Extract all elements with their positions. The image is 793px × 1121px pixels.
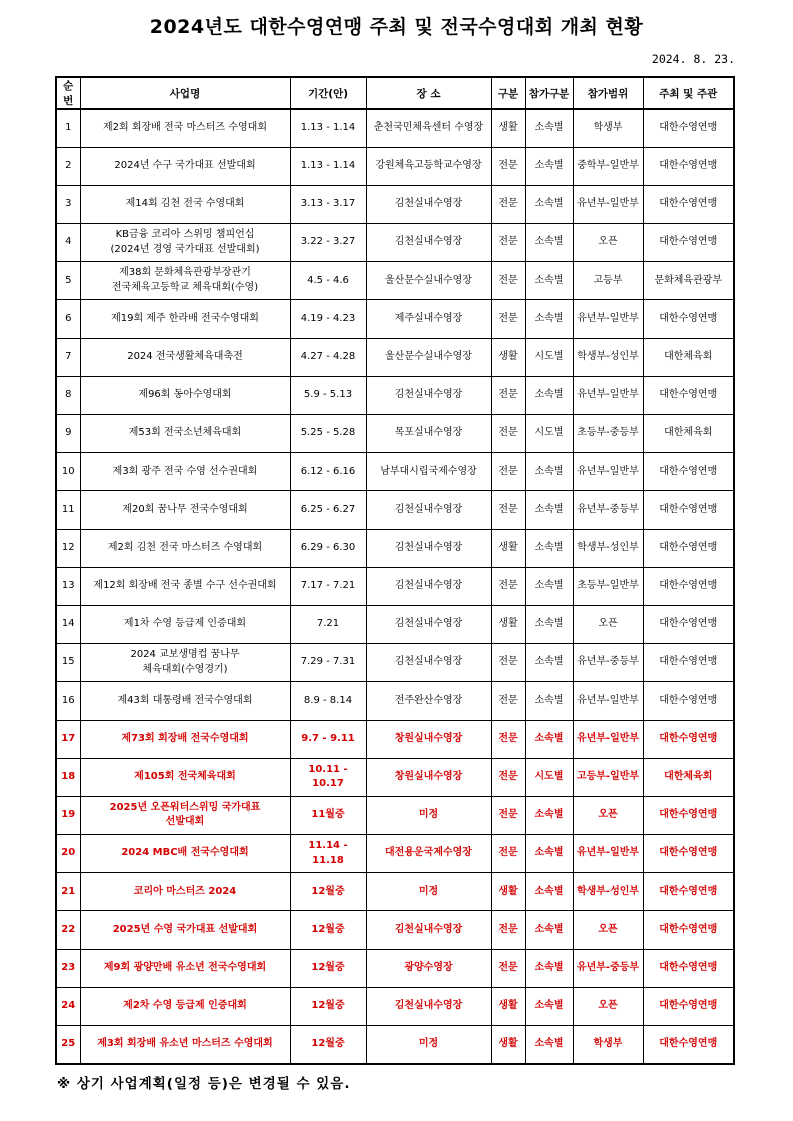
- entry-type: 소속별: [525, 109, 573, 147]
- page-title: 2024년도 대한수영연맹 주최 및 전국수영대회 개최 현황: [149, 16, 644, 38]
- table-row: [56, 185, 734, 223]
- event-host: 대한수영연맹: [643, 529, 734, 567]
- event-host: 대한수영연맹: [643, 987, 734, 1025]
- event-venue: 김천실내수영장: [366, 911, 491, 949]
- event-period: 12월중: [290, 1026, 366, 1064]
- entry-range: 학생부-성인부: [573, 873, 643, 911]
- entry-range: 학생부: [573, 109, 643, 147]
- event-name: 제96회 동아수영대회: [80, 376, 290, 414]
- event-period: 6.25 - 6.27: [290, 491, 366, 529]
- event-category: 전문: [491, 262, 525, 300]
- event-venue: 창원실내수영장: [366, 720, 491, 758]
- row-number: 18: [56, 758, 80, 796]
- schedule-table: [55, 76, 735, 1065]
- event-category: 생활: [491, 987, 525, 1025]
- table-row: [56, 1026, 734, 1064]
- event-venue: 강원체육고등학교수영장: [366, 147, 491, 185]
- event-name: 제105회 전국체육대회: [80, 758, 290, 796]
- event-name: 제12회 회장배 전국 종별 수구 선수권대회: [80, 567, 290, 605]
- event-period: 7.21: [290, 605, 366, 643]
- entry-type: 시도별: [525, 758, 573, 796]
- entry-type: 소속별: [525, 262, 573, 300]
- event-host: 대한수영연맹: [643, 147, 734, 185]
- event-period: 12월중: [290, 911, 366, 949]
- event-name: 2025년 오픈워터스위밍 국가대표 선발대회: [80, 796, 290, 834]
- event-category: 전문: [491, 491, 525, 529]
- event-host: 대한체육회: [643, 415, 734, 453]
- row-number: 6: [56, 300, 80, 338]
- event-host: 대한수영연맹: [643, 376, 734, 414]
- event-host: 대한수영연맹: [643, 835, 734, 873]
- entry-type: 소속별: [525, 300, 573, 338]
- event-period: 1.13 - 1.14: [290, 109, 366, 147]
- event-category: 전문: [491, 911, 525, 949]
- event-period: 12월중: [290, 873, 366, 911]
- event-host: 대한수영연맹: [643, 185, 734, 223]
- event-category: 전문: [491, 835, 525, 873]
- row-number: 14: [56, 605, 80, 643]
- event-name: 제20회 꿈나무 전국수영대회: [80, 491, 290, 529]
- row-number: 23: [56, 949, 80, 987]
- event-name: 제1차 수영 등급제 인증대회: [80, 605, 290, 643]
- row-number: 15: [56, 644, 80, 682]
- event-name: 2025년 수영 국가대표 선발대회: [80, 911, 290, 949]
- event-venue: 미정: [366, 796, 491, 834]
- event-venue: 김천실내수영장: [366, 491, 491, 529]
- event-venue: 김천실내수영장: [366, 529, 491, 567]
- event-host: 대한수영연맹: [643, 682, 734, 720]
- event-name: 제38회 문화체육관광부장관기 전국체육고등학교 체육대회(수영): [80, 262, 290, 300]
- event-host: 대한수영연맹: [643, 224, 734, 262]
- table-row: [56, 835, 734, 873]
- event-host: 대한수영연맹: [643, 109, 734, 147]
- event-host: 대한체육회: [643, 338, 734, 376]
- event-name: 제2회 회장배 전국 마스터즈 수영대회: [80, 109, 290, 147]
- event-host: 대한수영연맹: [643, 567, 734, 605]
- event-period: 7.17 - 7.21: [290, 567, 366, 605]
- entry-type: 소속별: [525, 605, 573, 643]
- event-category: 생활: [491, 873, 525, 911]
- event-period: 4.5 - 4.6: [290, 262, 366, 300]
- table-row: [56, 262, 734, 300]
- entry-type: 소속별: [525, 911, 573, 949]
- event-period: 5.25 - 5.28: [290, 415, 366, 453]
- event-venue: 김천실내수영장: [366, 376, 491, 414]
- event-period: 6.12 - 6.16: [290, 453, 366, 491]
- event-host: 대한수영연맹: [643, 1026, 734, 1064]
- table-row: [56, 376, 734, 414]
- table-row: [56, 300, 734, 338]
- entry-type: 소속별: [525, 529, 573, 567]
- event-name: 제73회 회장배 전국수영대회: [80, 720, 290, 758]
- event-venue: 울산문수실내수영장: [366, 262, 491, 300]
- event-name: 제53회 전국소년체육대회: [80, 415, 290, 453]
- event-period: 4.19 - 4.23: [290, 300, 366, 338]
- event-category: 전문: [491, 682, 525, 720]
- event-category: 전문: [491, 300, 525, 338]
- event-venue: 김천실내수영장: [366, 987, 491, 1025]
- header-entry-range: 참가범위: [573, 77, 643, 109]
- table-row: [56, 644, 734, 682]
- row-number: 2: [56, 147, 80, 185]
- event-host: 대한수영연맹: [643, 873, 734, 911]
- event-host: 대한체육회: [643, 758, 734, 796]
- table-row: [56, 529, 734, 567]
- row-number: 22: [56, 911, 80, 949]
- event-host: 문화체육관광부: [643, 262, 734, 300]
- event-period: 3.13 - 3.17: [290, 185, 366, 223]
- event-name: 2024 교보생명컵 꿈나무 체육대회(수영경기): [80, 644, 290, 682]
- event-category: 전문: [491, 415, 525, 453]
- event-period: 11월중: [290, 796, 366, 834]
- event-venue: 울산문수실내수영장: [366, 338, 491, 376]
- table-row: [56, 758, 734, 796]
- table-row: [56, 682, 734, 720]
- entry-type: 소속별: [525, 1026, 573, 1064]
- event-host: 대한수영연맹: [643, 949, 734, 987]
- event-category: 생활: [491, 338, 525, 376]
- event-name: 2024 MBC배 전국수영대회: [80, 835, 290, 873]
- event-category: 전문: [491, 376, 525, 414]
- event-venue: 목포실내수영장: [366, 415, 491, 453]
- entry-range: 유년부-일반부: [573, 453, 643, 491]
- entry-range: 고등부: [573, 262, 643, 300]
- event-venue: 춘천국민체육센터 수영장: [366, 109, 491, 147]
- table-row: [56, 415, 734, 453]
- event-venue: 김천실내수영장: [366, 644, 491, 682]
- table-row: [56, 491, 734, 529]
- event-period: 1.13 - 1.14: [290, 147, 366, 185]
- event-period: 12월중: [290, 949, 366, 987]
- event-category: 생활: [491, 1026, 525, 1064]
- event-venue: 김천실내수영장: [366, 605, 491, 643]
- entry-range: 유년부-중등부: [573, 491, 643, 529]
- row-number: 25: [56, 1026, 80, 1064]
- event-period: 3.22 - 3.27: [290, 224, 366, 262]
- row-number: 24: [56, 987, 80, 1025]
- event-venue: 제주실내수영장: [366, 300, 491, 338]
- row-number: 11: [56, 491, 80, 529]
- entry-type: 소속별: [525, 987, 573, 1025]
- entry-range: 오픈: [573, 796, 643, 834]
- row-number: 16: [56, 682, 80, 720]
- entry-type: 소속별: [525, 376, 573, 414]
- row-number: 17: [56, 720, 80, 758]
- entry-type: 소속별: [525, 873, 573, 911]
- event-category: 생활: [491, 605, 525, 643]
- event-period: 7.29 - 7.31: [290, 644, 366, 682]
- entry-type: 소속별: [525, 491, 573, 529]
- event-category: 생활: [491, 529, 525, 567]
- entry-range: 오픈: [573, 224, 643, 262]
- row-number: 1: [56, 109, 80, 147]
- row-number: 5: [56, 262, 80, 300]
- header-entry-type: 참가구분: [525, 77, 573, 109]
- row-number: 9: [56, 415, 80, 453]
- event-venue: 대전용운국제수영장: [366, 835, 491, 873]
- event-name: 제2회 김천 전국 마스터즈 수영대회: [80, 529, 290, 567]
- event-venue: 미정: [366, 873, 491, 911]
- row-number: 8: [56, 376, 80, 414]
- table-row: [56, 147, 734, 185]
- event-name: 제43회 대통령배 전국수영대회: [80, 682, 290, 720]
- event-host: 대한수영연맹: [643, 644, 734, 682]
- event-venue: 미정: [366, 1026, 491, 1064]
- entry-type: 소속별: [525, 796, 573, 834]
- entry-range: 유년부-중등부: [573, 949, 643, 987]
- table-row: [56, 605, 734, 643]
- footnote: ※ 상기 사업계획(일정 등)은 변경될 수 있음.: [57, 1076, 351, 1092]
- entry-range: 유년부-중등부: [573, 644, 643, 682]
- event-category: 전문: [491, 796, 525, 834]
- event-host: 대한수영연맹: [643, 720, 734, 758]
- table-row: [56, 109, 734, 147]
- entry-type: 소속별: [525, 835, 573, 873]
- entry-range: 오픈: [573, 605, 643, 643]
- header-category: 구분: [491, 77, 525, 109]
- table-row: [56, 987, 734, 1025]
- row-number: 13: [56, 567, 80, 605]
- event-name: 코리아 마스터즈 2024: [80, 873, 290, 911]
- event-name: 제3회 광주 전국 수영 선수권대회: [80, 453, 290, 491]
- event-name: 제2차 수영 등급제 인증대회: [80, 987, 290, 1025]
- event-category: 전문: [491, 644, 525, 682]
- row-number: 3: [56, 185, 80, 223]
- row-number: 20: [56, 835, 80, 873]
- entry-range: 유년부-일반부: [573, 835, 643, 873]
- header-no: 순번: [56, 77, 80, 109]
- event-host: 대한수영연맹: [643, 453, 734, 491]
- row-number: 21: [56, 873, 80, 911]
- event-venue: 김천실내수영장: [366, 185, 491, 223]
- entry-range: 고등부-일반부: [573, 758, 643, 796]
- table-row: [56, 720, 734, 758]
- entry-range: 초등부-일반부: [573, 567, 643, 605]
- entry-range: 유년부-일반부: [573, 682, 643, 720]
- entry-range: 유년부-일반부: [573, 720, 643, 758]
- header-venue: 장 소: [366, 77, 491, 109]
- event-venue: 전주완산수영장: [366, 682, 491, 720]
- entry-range: 유년부-일반부: [573, 376, 643, 414]
- event-host: 대한수영연맹: [643, 605, 734, 643]
- table-row: [56, 873, 734, 911]
- header-period: 기간(안): [290, 77, 366, 109]
- document-date: 2024. 8. 23.: [651, 52, 735, 66]
- event-venue: 창원실내수영장: [366, 758, 491, 796]
- table-row: [56, 567, 734, 605]
- event-name: KB금융 코리아 스위밍 챔피언십 (2024년 경영 국가대표 선발대회): [80, 224, 290, 262]
- event-period: 11.14 - 11.18: [290, 835, 366, 873]
- event-category: 전문: [491, 185, 525, 223]
- event-period: 8.9 - 8.14: [290, 682, 366, 720]
- event-name: 2024 전국생활체육대축전: [80, 338, 290, 376]
- entry-type: 소속별: [525, 185, 573, 223]
- event-period: 6.29 - 6.30: [290, 529, 366, 567]
- row-number: 12: [56, 529, 80, 567]
- header-event-name: 사업명: [80, 77, 290, 109]
- event-host: 대한수영연맹: [643, 796, 734, 834]
- table-row: [56, 911, 734, 949]
- entry-type: 소속별: [525, 682, 573, 720]
- row-number: 7: [56, 338, 80, 376]
- entry-type: 소속별: [525, 224, 573, 262]
- event-period: 9.7 - 9.11: [290, 720, 366, 758]
- event-name: 제9회 광양만배 유소년 전국수영대회: [80, 949, 290, 987]
- event-venue: 남부대시립국제수영장: [366, 453, 491, 491]
- event-host: 대한수영연맹: [643, 491, 734, 529]
- entry-type: 시도별: [525, 338, 573, 376]
- event-category: 전문: [491, 567, 525, 605]
- table-row: [56, 796, 734, 834]
- event-name: 제3회 회장배 유소년 마스터즈 수영대회: [80, 1026, 290, 1064]
- event-venue: 김천실내수영장: [366, 567, 491, 605]
- entry-range: 오픈: [573, 987, 643, 1025]
- row-number: 4: [56, 224, 80, 262]
- entry-range: 학생부-성인부: [573, 529, 643, 567]
- entry-type: 소속별: [525, 567, 573, 605]
- table-body: [56, 109, 734, 1064]
- table-row: [56, 949, 734, 987]
- entry-type: 시도별: [525, 415, 573, 453]
- header-host: 주최 및 주관: [643, 77, 734, 109]
- entry-range: 중학부-일반부: [573, 147, 643, 185]
- event-host: 대한수영연맹: [643, 300, 734, 338]
- event-category: 전문: [491, 758, 525, 796]
- event-period: 4.27 - 4.28: [290, 338, 366, 376]
- event-period: 10.11 - 10.17: [290, 758, 366, 796]
- event-period: 12월중: [290, 987, 366, 1025]
- entry-type: 소속별: [525, 949, 573, 987]
- table-header-row: [56, 77, 734, 109]
- event-category: 전문: [491, 147, 525, 185]
- event-category: 전문: [491, 453, 525, 491]
- entry-type: 소속별: [525, 644, 573, 682]
- event-name: 제14회 김천 전국 수영대회: [80, 185, 290, 223]
- table-row: [56, 338, 734, 376]
- row-number: 19: [56, 796, 80, 834]
- event-name: 제19회 제주 한라배 전국수영대회: [80, 300, 290, 338]
- event-category: 전문: [491, 949, 525, 987]
- table-row: [56, 224, 734, 262]
- entry-range: 오픈: [573, 911, 643, 949]
- row-number: 10: [56, 453, 80, 491]
- event-name: 2024년 수구 국가대표 선발대회: [80, 147, 290, 185]
- entry-range: 유년부-일반부: [573, 300, 643, 338]
- entry-range: 학생부: [573, 1026, 643, 1064]
- entry-type: 소속별: [525, 147, 573, 185]
- entry-range: 학생부-성인부: [573, 338, 643, 376]
- entry-type: 소속별: [525, 453, 573, 491]
- table-row: [56, 453, 734, 491]
- event-host: 대한수영연맹: [643, 911, 734, 949]
- event-category: 전문: [491, 720, 525, 758]
- entry-range: 유년부-일반부: [573, 185, 643, 223]
- event-venue: 광양수영장: [366, 949, 491, 987]
- entry-range: 초등부-중등부: [573, 415, 643, 453]
- event-category: 생활: [491, 109, 525, 147]
- entry-type: 소속별: [525, 720, 573, 758]
- event-period: 5.9 - 5.13: [290, 376, 366, 414]
- event-venue: 김천실내수영장: [366, 224, 491, 262]
- event-category: 전문: [491, 224, 525, 262]
